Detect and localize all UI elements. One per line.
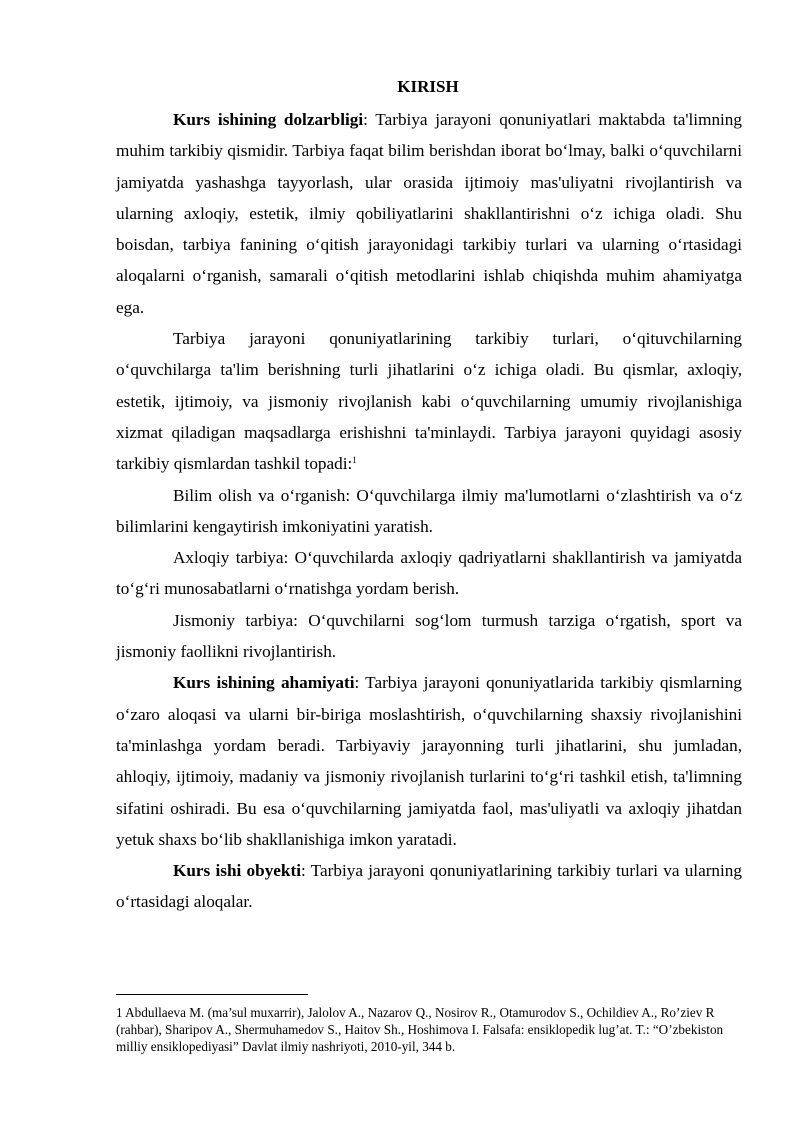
paragraph-text: : Tarbiya jarayoni qonuniyatlarida tarkibiy qismlarning o‘zaro aloqasi va ularni bir-biriga moslashtirish, o‘quvchilarning shaxsiy rivojlanishini ta'minlashga yordam beradi. Tarbiyaviy jarayonning turli jihatlarini, shu jumladan, ahloqiy, ijtimoiy, madaniy va jismoniy rivojlanish turlarini to‘g‘ri tashkil etish, ta'limning sifatini oshiradi. Bu esa o‘quvchilarning jamiyatda faol, mas'uliyatli va axloqiy jihatdan yetuk shaxs bo‘lib shakllanishiga imkon yaratadi. xyxy=(116,673,742,849)
paragraph-text: : Tarbiya jarayoni qonuniyatlari maktabda ta'limning muhim tarkibiy qismidir. Tarbiya faqat bilim berishdan iborat bo‘lmay, balki o‘quvchilarni jamiyatda yashashga tayyorlash, ular orasida ijtimoiy mas'uliyatni rivojlantirish va ularning axloqiy, estetik, ilmiy qobiliyatlarini shakllantirishni o‘z ichiga oladi. Shu boisdan, tarbiya fanining o‘qitish jarayonidagi tarkibiy turlari va ularning o‘rtasidagi aloqalarni o‘rganish, samarali o‘qitish metodlarini ishlab chiqishda muhim ahamiyatga ega. xyxy=(116,110,742,317)
footnote-separator xyxy=(116,994,308,995)
page-title: KIRISH xyxy=(397,77,459,96)
paragraph-text: Tarbiya jarayoni qonuniyatlarining tarkibiy turlari, o‘qituvchilarning o‘quvchilarga ta'lim berishning turli jihatlarini o‘z ichiga oladi. Bu qismlar, axloqiy, estetik, ijtimoiy, va jismoniy rivojlanish kabi o‘quvchilarning umumiy rivojlanishiga xizmat qiladigan maqsadlarga erishishni ta'minlaydi. Tarbiya jarayoni quyidagi asosiy tarkibiy qismlardan tashkil topadi: xyxy=(116,329,742,474)
section-label-relevance: Kurs ishining dolzarbligi xyxy=(173,110,364,129)
paragraph-physical-education xyxy=(116,605,742,668)
paragraph-object xyxy=(116,855,742,918)
paragraph-moral-education xyxy=(116,542,742,605)
paragraph-text: Bilim olish va o‘rganish: O‘quvchilarga ilmiy ma'lumotlarni o‘zlashtirish va o‘z bilimlarini kengaytirish imkoniyatini yaratish. xyxy=(116,485,742,536)
paragraph-significance xyxy=(116,667,742,855)
footnote: 1 Abdullaeva M. (ma’sul muxarrir), Jalolov A., Nazarov Q., Nosirov R., Otamurodov S., Ochildiev A., Ro’ziev R (rahbar), Sharipov A., Shermuhamedov S., Haitov Sh., Hoshimova I. Falsafa: ensiklopedik lug’at. T.: “O’zbekiston milliy ensiklopediyasi” Davlat ilmiy nashriyoti, 2010-yil, 344 b. xyxy=(116,1005,724,1054)
paragraph-text: Jismoniy tarbiya: O‘quvchilarni sog‘lom turmush tarziga o‘rgatish, sport va jismoniy faollikni rivojlantirish. xyxy=(116,610,742,662)
document-body xyxy=(116,104,742,918)
section-label-object: Kurs ishi obyekti xyxy=(173,861,301,881)
paragraph-components xyxy=(116,323,742,479)
section-label-significance: Kurs ishining ahamiyati xyxy=(173,673,355,693)
paragraph-text: : Tarbiya jarayoni qonuniyatlarining tarkibiy turlari va ularning o‘rtasidagi aloqalar. xyxy=(116,861,742,912)
footnote-reference[interactable]: 1 xyxy=(352,455,357,466)
paragraph-text: Axloqiy tarbiya: O‘quvchilarda axloqiy qadriyatlarni shakllantirish va jamiyatda to‘g‘ri munosabatlarni o‘rnatishga yordam berish. xyxy=(116,548,742,599)
paragraph-knowledge xyxy=(116,480,742,543)
paragraph-relevance xyxy=(116,104,742,323)
